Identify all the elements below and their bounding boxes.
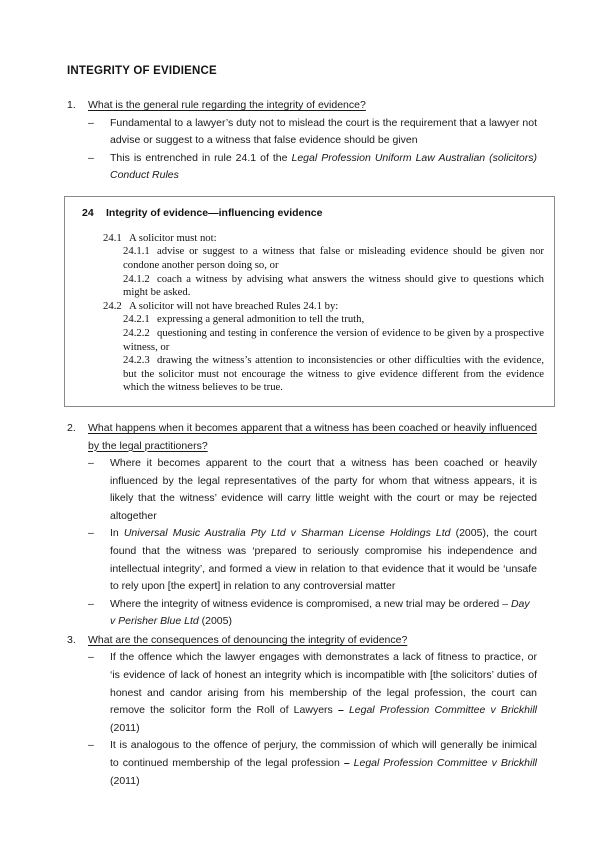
bullet-dash-icon: – — [88, 651, 94, 664]
rule-item-text: drawing the witness’s attention to inconsistencies or other difficulties with the evidence, but the solicitor must not encourage the witness to give evidence different from the evidence which the witness believes to be true. — [123, 354, 544, 394]
bullet-text: In Universal Music Australia Pty Ltd v Sharman License Holdings Ltd (2005), the court found that the witness was ‘prepared to seriously compromise his independence and intellectual integrity’, and formed a view in relation to that evidence that it would be ‘unsafe to rely upon [the expert] in relation to any controversial matter — [110, 527, 537, 593]
list-item — [67, 737, 537, 790]
question-block-3 — [67, 632, 537, 790]
bullet-text: Where it becomes apparent to the court that a witness has been coached or heavily influenced by the legal representatives of the party for whom that witness appears, it is likely that the witness’ evidence will carry little weight with the court or may be rejected altogether — [110, 457, 537, 522]
question-heading-1: What is the general rule regarding the integrity of evidence? — [88, 99, 366, 111]
rule-item-label: 24.1 — [103, 231, 122, 244]
rule-item — [123, 273, 544, 300]
question-block-1 — [67, 97, 537, 185]
page-title: INTEGRITY OF EVIDIENCE — [67, 65, 217, 77]
bullet-list-2 — [67, 455, 537, 631]
rule-item-label: 24.1.2 — [123, 272, 150, 285]
rule-box-body — [75, 232, 544, 395]
rule-title: Integrity of evidence—influencing evidence — [106, 206, 323, 219]
bullet-dash-icon: – — [88, 597, 94, 610]
question-block-2 — [67, 420, 537, 631]
list-item — [67, 115, 537, 150]
bullet-dash-icon: – — [88, 527, 94, 540]
rule-number: 24 — [82, 206, 94, 219]
question-heading-row-2 — [67, 420, 537, 455]
list-item — [67, 455, 537, 525]
bullet-list-3 — [67, 649, 537, 790]
rule-box-heading — [82, 206, 544, 220]
rule-item-label: 24.2.2 — [123, 327, 150, 340]
rule-item-text: coach a witness by advising what answers the witness should give to questions which might be asked. — [123, 272, 544, 299]
list-item — [67, 150, 537, 185]
question-number-2: 2. — [67, 422, 76, 434]
question-heading-row-1 — [67, 97, 537, 115]
document-content — [67, 64, 544, 791]
rule-item-label: 24.2.1 — [123, 313, 150, 326]
bullet-text: Where the integrity of witness evidence is compromised, a new trial may be ordered – Day v Perisher Blue Ltd (2005) — [110, 597, 530, 628]
question-heading-3: What are the consequences of denouncing the integrity of evidence? — [88, 633, 408, 646]
rule-item-label: 24.1.1 — [123, 245, 150, 258]
rule-item — [123, 354, 544, 395]
question-number-1: 1. — [67, 99, 76, 111]
list-item — [67, 525, 537, 595]
bullet-text: If the offence which the lawyer engages with demonstrates a lack of fitness to practice, or ‘is evidence of lack of honest an integrity which is incompatible with [the solicitors’ duties of honest and candor arising from his membership of the legal profession, the court can remove the solicitor form the Roll of Lawyers – Legal Profession Committee v Brickhill (2011) — [110, 651, 538, 734]
rule-item-text: A solicitor will not have breached Rules 24.1 by: — [129, 299, 339, 312]
rule-item — [103, 232, 544, 246]
bullet-list-1 — [67, 115, 537, 185]
rule-item-label: 24.2 — [103, 299, 122, 312]
rule-item-text: advise or suggest to a witness that false or misleading evidence should be given nor condone another person doing so, or — [123, 245, 544, 272]
bullet-dash-icon: – — [88, 116, 94, 129]
bullet-text: It is analogous to the offence of perjury, the commission of which will generally be inimical to continued membership of the legal profession – Legal Profession Committee v Brickhill (2011) — [110, 739, 537, 787]
bullet-text: Fundamental to a lawyer’s duty not to mislead the court is the requirement that a lawyer not advise or suggest to a witness that false evidence should be given — [110, 116, 537, 147]
rule-item-text: questioning and testing in conference the version of evidence to be given by a prospective witness, or — [123, 327, 544, 353]
bullet-dash-icon: – — [88, 739, 94, 752]
bullet-dash-icon: – — [88, 151, 94, 164]
question-number-3: 3. — [67, 633, 76, 646]
bullet-text: This is entrenched in rule 24.1 of the Legal Profession Uniform Law Australian (solicitors) Conduct Rules — [110, 151, 537, 182]
question-heading-row-3 — [67, 632, 537, 650]
rule-item-text: expressing a general admonition to tell the truth, — [157, 313, 365, 326]
rule-item — [103, 300, 544, 314]
rule-item — [123, 327, 544, 354]
bullet-dash-icon: – — [88, 457, 94, 469]
rule-item — [123, 313, 544, 327]
rule-item-label: 24.2.3 — [123, 354, 150, 367]
rule-item — [123, 245, 544, 272]
question-heading-2: What happens when it becomes apparent that a witness has been coached or heavily influenced by the legal practitioners? — [88, 422, 537, 452]
list-item — [67, 596, 537, 631]
rule-item-text: A solicitor must not: — [129, 231, 217, 244]
list-item — [67, 649, 537, 737]
rule-quote-box — [64, 196, 555, 407]
